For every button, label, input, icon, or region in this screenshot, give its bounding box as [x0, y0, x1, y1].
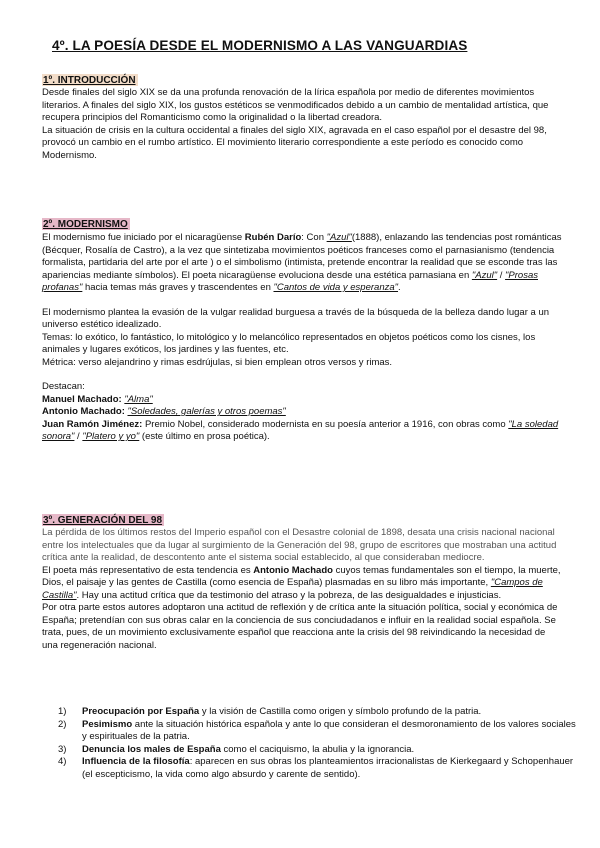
page-title: 4º. LA POESÍA DESDE EL MODERNISMO A LAS VANGUARDIAS — [52, 38, 468, 53]
list-number: 3) — [58, 743, 67, 755]
intro-paragraph-1: Desde finales del siglo XIX se da una profunda renovación de la lírica española por medio de diferentes movimientos literarios. A finales del siglo XIX, los gustos estéticos se venmodificados debido a un cambio de mentalidad artística, que recupera principios del Romanticismo como la originalidad o la libertad creadora. — [42, 87, 549, 123]
generacion-paragraph-2 — [42, 565, 562, 603]
section-body-modernismo — [42, 232, 562, 444]
work-la-soledad-sonora: "La soledad sonora" — [42, 418, 559, 442]
author-work: "Alma" — [124, 393, 153, 405]
generacion-paragraph-3: Por otra parte estos autores adoptaron una actitud de reflexión y de crítica ante la situación política, social y económica de España; pretendían con sus obras calar en la conciencia de sus conciudadanos e influir en la realidad social española. Se trata, pues, de un movimiento exclusivamente español que reacciona ante la crisis del 98 reivindicando la necesidad de una regeneración nacional. — [42, 602, 558, 651]
list-item-text: : aparecen en sus obras los planteamientos irracionalistas de Kierkegaard y Schopenhauer (el escepticismo, la vida como algo absurdo y carente de sentido). — [82, 756, 574, 780]
list-number: 2) — [58, 718, 67, 730]
text-run: . — [398, 282, 401, 293]
list-item-title: Denuncia los males de España — [82, 743, 221, 755]
author-ruben-dario: Rubén Darío — [244, 232, 302, 243]
list-item — [58, 756, 578, 781]
text-run: Premio Nobel, considerado modernista en su poesía anterior a 1916, con obras como — [142, 418, 509, 430]
list-item-title: Influencia de la filosofía — [82, 756, 190, 767]
list-item — [58, 719, 578, 744]
section-heading-generacion-98: 3º. GENERACIÓN DEL 98 — [43, 515, 163, 526]
work-azul-2: "Azul" — [471, 269, 498, 281]
author-name: Juan Ramón Jiménez: — [42, 418, 143, 430]
text-run: El modernismo fue iniciado por el nicaragüense — [42, 232, 245, 243]
list-item-title: Preocupación por España — [82, 706, 200, 717]
author-line-antonio-machado — [42, 406, 562, 419]
text-run: / — [497, 269, 506, 281]
author-antonio-machado: Antonio Machado — [253, 564, 333, 576]
section-heading-introduccion: 1º. INTRODUCCIÓN — [43, 75, 136, 86]
text-run: : Con — [301, 232, 327, 243]
work-platero-y-yo: "Platero y yo" — [82, 431, 140, 442]
text-run: (1888), enlazando las tendencias post románticas (Bécquer, Rosalía de Castro), a la vez que sintetizaba movimientos poéticos franceses como el parnasianismo (tendencia formalista, partidaria del arte por el arte ) o el simbolismo (intimista, pretende encontrar la realidad que se esconde tras las apariencias mediante símbolos). El poeta nicaragüense evoluciona desde una estética parnasiana en — [42, 232, 562, 281]
intro-paragraph-2: La situación de crisis en la cultura occidental a finales del siglo XIX, agravada en el caso español por el desastre del 98, provocó un cambio en el rumbo artístico. El movimiento literario correspondiente a este período es conocido como Modernismo. — [42, 124, 547, 161]
text-run: / — [74, 431, 83, 442]
modernismo-paragraph-2: El modernismo plantea la evasión de la vulgar realidad burguesa a través de la búsqueda de la belleza dando lugar a un universo estético idealizado. — [42, 306, 550, 330]
list-item-title: Pesimismo — [82, 718, 133, 730]
list-item-text: como el caciquismo, la abulia y la ignorancia. — [220, 743, 415, 755]
author-name: Antonio Machado: — [42, 406, 125, 417]
list-item — [58, 706, 578, 719]
author-line-juan-ramon-jimenez — [42, 419, 562, 444]
work-cantos-de-vida: "Cantos de vida y esperanza" — [273, 282, 399, 293]
list-item-text: y la visión de Castilla como origen y símbolo profundo de la patria. — [199, 706, 482, 717]
list-item-text: ante la situación histórica española y ante lo que consideran el desmoronamiento de los valores sociales y espirituales de la patria. — [82, 718, 576, 742]
author-work: "Soledades, galerías y otros poemas" — [127, 406, 286, 417]
text-run: . Hay una actitud crítica que da testimonio del atraso y la pobreza, de las desigualdades e injusticias. — [76, 589, 502, 601]
list-number: 1) — [58, 706, 67, 717]
section-body-introduccion — [42, 87, 562, 162]
section-heading-modernismo: 2º. MODERNISMO — [43, 219, 128, 230]
text-run: (este último en prosa poética). — [139, 431, 270, 442]
modernismo-temas: Temas: lo exótico, lo fantástico, lo mitológico y lo melancólico representados en objetos poéticos como los cisnes, los animales y lugares exóticos, los jardines y las fuentes, etc. — [42, 331, 536, 355]
work-campos-de-castilla: "Campos de Castilla" — [42, 577, 543, 601]
destacan-label: Destacan: — [42, 381, 85, 392]
list-number: 4) — [58, 756, 67, 767]
section-body-generacion-98 — [42, 527, 562, 652]
generacion-paragraph-1: La pérdida de los últimos restos del Imperio español con el Desastre colonial de 1898, desata una crisis nacional nacional entre los intelectuales que da lugar al surgimiento de la Generación del 98, grupo de escritores que mostraban una actitud crítica ante la realidad, de descontento ante el sistema social establecido, al que consideraban mediocre. — [42, 527, 557, 563]
list-item — [58, 744, 578, 757]
work-azul: "Azul" — [326, 232, 352, 243]
author-line-manuel-machado — [42, 394, 562, 407]
text-run: cuyos temas fundamentales son el tiempo, la muerte, Dios, el paisaje y las gentes de Castilla (como esencia de España) plasmadas en su libro más importante, — [42, 564, 561, 588]
text-run: El poeta más representativo de esta tendencia es — [42, 564, 254, 576]
author-name: Manuel Machado: — [42, 393, 122, 405]
text-run: hacia temas más graves y trascendentes en — [82, 282, 274, 293]
modernismo-paragraph-1 — [42, 232, 562, 295]
generacion-themes-list — [58, 706, 578, 781]
modernismo-metrica: Métrica: verso alejandrino y rimas esdrújulas, si bien emplean otros versos y rimas. — [42, 356, 393, 368]
work-prosas-profanas: "Prosas profanas" — [42, 269, 538, 293]
